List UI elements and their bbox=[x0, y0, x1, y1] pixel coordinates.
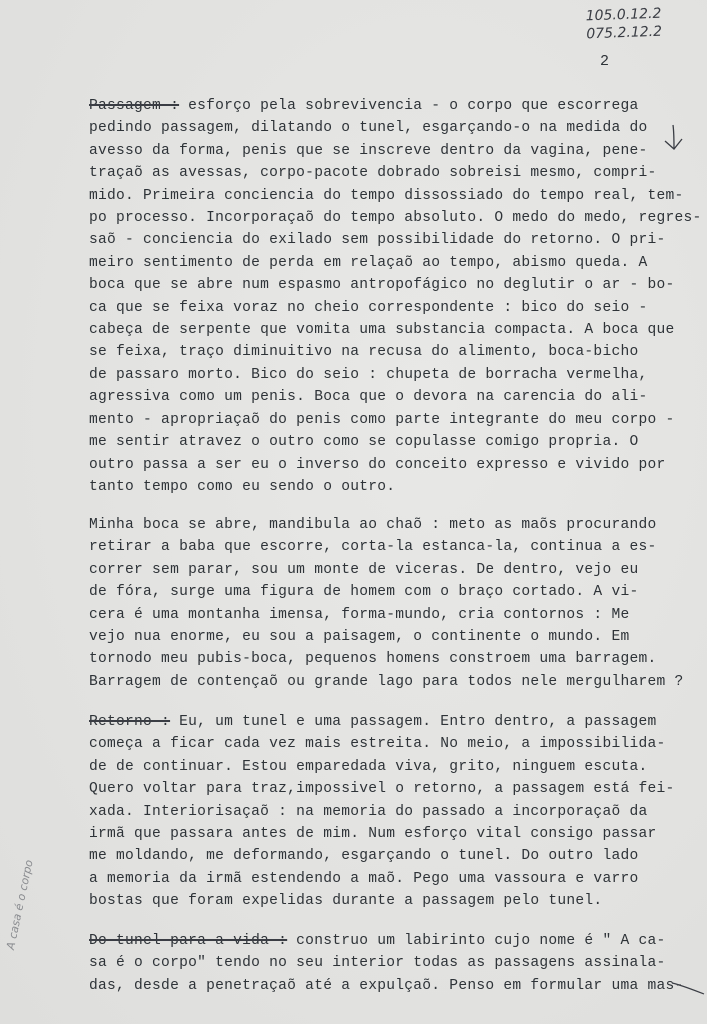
text-line: vejo nua enorme, eu sou a paisagem, o continente o mundo. Em bbox=[89, 629, 630, 646]
text-line: outro passa a ser eu o inverso do conceito expresso e vivido por bbox=[89, 456, 666, 473]
text-line: cera é uma montanha imensa, forma-mundo, cria contornos : Me bbox=[89, 606, 630, 623]
paragraph-retorno bbox=[89, 711, 689, 913]
struck-heading: Retorno : bbox=[89, 714, 171, 730]
page-number: 2 bbox=[600, 53, 610, 70]
text-line: xada. Interiorisaçaõ : na memoria do passado a incorporaçaõ da bbox=[89, 803, 648, 820]
text-line: se feixa, traço diminuitivo na recusa do alimento, boca-bicho bbox=[89, 344, 639, 361]
margin-note-line-2: é o bbox=[12, 892, 29, 912]
line-text: construo um labirinto cujo nome é " A ca- bbox=[287, 933, 666, 949]
text-line: das, desde a penetraçaõ até a expulçaõ. Penso em formular uma mas- bbox=[89, 977, 684, 994]
text-line: irmã que passara antes de mim. Num esforço vital consigo passar bbox=[89, 826, 657, 843]
text-line: agressiva como um penis. Boca que o devora na carencia do ali- bbox=[89, 389, 648, 406]
text-line: tornodo meu pubis-boca, pequenos homens constroem uma barragem. bbox=[89, 651, 657, 668]
text-line: po processo. Incorporaçaõ do tempo absoluto. O medo do medo, regres- bbox=[89, 210, 702, 227]
text-line: de fóra, surge uma figura de homem com o braço cortado. A vi- bbox=[89, 584, 639, 601]
text-line: retirar a baba que escorre, corta-la estanca-la, continua a es- bbox=[89, 539, 657, 556]
text-line: Barragem de contençaõ ou grande lago para todos nele mergulharem ? bbox=[89, 673, 684, 690]
text-line: meiro sentimento de perda em relaçaõ ao tempo, abismo queda. A bbox=[89, 254, 648, 271]
text-line: mido. Primeira conciencia do tempo dissossiado do tempo real, tem- bbox=[89, 187, 684, 204]
text-line: avesso da forma, penis que se inscreve dentro da vagina, pene- bbox=[89, 142, 648, 159]
text-line bbox=[89, 711, 689, 733]
paragraph-passagem bbox=[89, 95, 702, 498]
line-text: esforço pela sobrevivencia - o corpo que escorrega bbox=[179, 98, 639, 114]
text-line: sa é o corpo" tendo no seu interior todas as passagens assinala- bbox=[89, 955, 666, 972]
archive-reference bbox=[585, 5, 662, 44]
text-line: cabeça de serpente que vomita uma substancia compacta. A boca que bbox=[89, 322, 675, 339]
text-line: bostas que foram expelidas durante a passagem pelo tunel. bbox=[89, 893, 603, 910]
text-line: mento - apropriaçaõ do penis como parte integrante do meu corpo - bbox=[89, 411, 675, 428]
archive-code-2: 075.2.12.2 bbox=[586, 23, 663, 43]
text-line: saõ - conciencia do exilado sem possibilidade do retorno. O pri- bbox=[89, 232, 666, 249]
margin-note-line-1: A casa bbox=[4, 912, 25, 951]
text-line: correr sem parar, sou um monte de viceras. De dentro, vejo eu bbox=[89, 561, 639, 578]
paragraph-minha-boca bbox=[89, 514, 689, 693]
struck-heading: Passagem : bbox=[89, 98, 180, 114]
text-line: traçaõ as avessas, corpo-pacote dobrado sobreisi mesmo, compri- bbox=[89, 165, 657, 182]
struck-heading: Do tunel para a vida : bbox=[89, 933, 288, 949]
paragraph-do-tunel bbox=[89, 930, 689, 997]
margin-note-line-3: corpo bbox=[16, 858, 36, 892]
text-line: começa a ficar cada vez mais estreita. No meio, a impossibilida- bbox=[89, 736, 666, 753]
text-line: ca que se feixa voraz no cheio correspondente : bico do seio - bbox=[89, 299, 648, 316]
text-line: de passaro morto. Bico do seio : chupeta de borracha vermelha, bbox=[89, 366, 648, 383]
text-line: Quero voltar para traz,impossivel o retorno, a passagem está fei- bbox=[89, 781, 675, 798]
text-line: me moldando, me deformando, esgarçando o tunel. Do outro lado bbox=[89, 848, 639, 865]
archive-code-1: 105.0.12.2 bbox=[585, 5, 662, 25]
text-line: pedindo passagem, dilatando o tunel, esgarçando-o na medida do bbox=[89, 120, 648, 137]
text-line bbox=[89, 95, 689, 117]
text-line: boca que se abre num espasmo antropofágico no deglutir o ar - bo- bbox=[89, 277, 675, 294]
text-line: de de continuar. Estou emparedada viva, grito, ninguem escuta. bbox=[89, 758, 648, 775]
text-line: Minha boca se abre, mandibula ao chaõ : meto as maõs procurando bbox=[89, 517, 657, 533]
line-text: Eu, um tunel e uma passagem. Entro dentro, a passagem bbox=[170, 714, 657, 730]
margin-handwritten-note bbox=[4, 859, 36, 951]
text-line: a memoria da irmã estendendo a maõ. Pego uma vassoura e varro bbox=[89, 870, 639, 887]
handwritten-stroke-icon bbox=[671, 980, 705, 996]
text-line: me sentir atravez o outro como se copulasse comigo propria. O bbox=[89, 434, 639, 451]
text-line bbox=[89, 930, 689, 952]
text-line: tanto tempo como eu sendo o outro. bbox=[89, 478, 396, 495]
